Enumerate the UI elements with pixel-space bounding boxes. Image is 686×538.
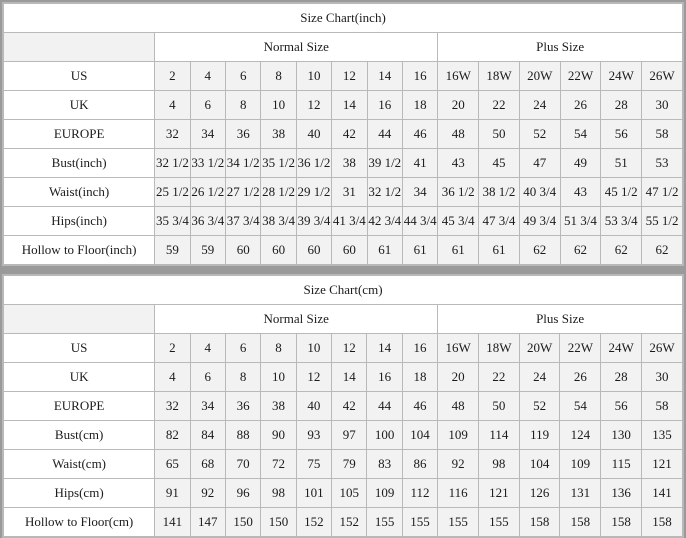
table-cell: 44	[367, 120, 402, 149]
table-cell: 6	[226, 62, 261, 91]
row-label: EUROPE	[4, 392, 155, 421]
table-cell: 56	[601, 120, 642, 149]
table-cell: 10	[296, 334, 331, 363]
table-cell: 16	[402, 62, 437, 91]
table-cell: 37 3/4	[226, 207, 261, 236]
table-cell: 59	[155, 236, 190, 265]
table-cell: 30	[642, 91, 683, 120]
table-cell: 114	[478, 421, 519, 450]
table-cell: 20	[438, 363, 479, 392]
table-cell: 50	[478, 392, 519, 421]
table-cell: 2	[155, 334, 190, 363]
table-cell: 115	[601, 450, 642, 479]
table-row	[4, 392, 683, 421]
table-cell: 49 3/4	[519, 207, 560, 236]
table-cell: 109	[367, 479, 402, 508]
table-row	[4, 363, 683, 392]
table-cell: 96	[225, 479, 260, 508]
group-header-normal-size: Normal Size	[155, 305, 438, 334]
group-header-row	[4, 33, 683, 62]
table-cell: 152	[332, 508, 367, 537]
table-cell: 35 3/4	[155, 207, 190, 236]
table-row	[4, 421, 683, 450]
table-cell: 158	[601, 508, 642, 537]
table-cell: 126	[519, 479, 560, 508]
table-cell: 50	[479, 120, 520, 149]
table-cell: 10	[261, 91, 296, 120]
table-cell: 34	[190, 120, 225, 149]
table-cell: 6	[225, 334, 260, 363]
table-cell: 116	[438, 479, 479, 508]
table-cell: 40 3/4	[519, 178, 560, 207]
table-cell: 26 1/2	[190, 178, 225, 207]
table-row	[4, 149, 683, 178]
table-cell: 147	[190, 508, 225, 537]
size-chart-table	[3, 275, 683, 537]
table-cell: 8	[261, 334, 296, 363]
table-cell: 61	[438, 236, 479, 265]
table-cell: 131	[560, 479, 601, 508]
row-label: Bust(inch)	[4, 149, 155, 178]
table-cell: 4	[155, 91, 190, 120]
table-cell: 47 3/4	[479, 207, 520, 236]
row-label: Waist(inch)	[4, 178, 155, 207]
table-cell: 65	[155, 450, 190, 479]
table-row	[4, 508, 683, 537]
table-cell: 16	[402, 334, 437, 363]
table-cell: 43	[560, 178, 601, 207]
table-cell: 141	[641, 479, 682, 508]
table-cell: 60	[226, 236, 261, 265]
table-cell: 26W	[642, 62, 683, 91]
row-label: Hollow to Floor(inch)	[4, 236, 155, 265]
table-cell: 83	[367, 450, 402, 479]
table-cell: 32 1/2	[155, 149, 190, 178]
table-cell: 109	[438, 421, 479, 450]
table-cell: 121	[478, 479, 519, 508]
table-row	[4, 178, 683, 207]
table-cell: 45	[479, 149, 520, 178]
table-cell: 8	[226, 91, 261, 120]
table-cell: 92	[438, 450, 479, 479]
table-cell: 22	[479, 91, 520, 120]
table-cell: 39 3/4	[296, 207, 331, 236]
table-row	[4, 120, 683, 149]
table-cell: 34 1/2	[226, 149, 261, 178]
table-cell: 101	[296, 479, 331, 508]
table-cell: 27 1/2	[226, 178, 261, 207]
table-cell: 47	[519, 149, 560, 178]
table-cell: 16W	[438, 334, 479, 363]
table-cell: 62	[519, 236, 560, 265]
table-cell: 28	[601, 91, 642, 120]
table-cell: 40	[296, 392, 331, 421]
table-cell: 61	[367, 236, 402, 265]
table-cell: 32	[155, 120, 190, 149]
table-row	[4, 479, 683, 508]
table-cell: 4	[155, 363, 190, 392]
table-cell: 41	[402, 149, 437, 178]
table-cell: 54	[560, 392, 601, 421]
table-cell: 12	[296, 363, 331, 392]
table-cell: 155	[478, 508, 519, 537]
table-cell: 75	[296, 450, 331, 479]
table-cell: 42	[332, 392, 367, 421]
table-cell: 24	[519, 91, 560, 120]
table-row	[4, 91, 683, 120]
table-cell: 38 1/2	[479, 178, 520, 207]
table-cell: 14	[367, 334, 402, 363]
table-cell: 91	[155, 479, 190, 508]
size-chart-table	[3, 3, 683, 265]
table-cell: 12	[296, 91, 331, 120]
table-cell: 8	[225, 363, 260, 392]
table-cell: 88	[225, 421, 260, 450]
table-cell: 150	[261, 508, 296, 537]
table-cell: 48	[438, 120, 479, 149]
table-cell: 24W	[601, 334, 642, 363]
table-cell: 124	[560, 421, 601, 450]
table-cell: 104	[519, 450, 560, 479]
table-cell: 135	[641, 421, 682, 450]
table-cell: 20W	[519, 334, 560, 363]
table-cell: 24W	[601, 62, 642, 91]
table-cell: 72	[261, 450, 296, 479]
table-cell: 16	[367, 363, 402, 392]
table-cell: 44	[367, 392, 402, 421]
table-cell: 14	[367, 62, 402, 91]
table-cell: 26	[560, 363, 601, 392]
table-cell: 12	[332, 62, 367, 91]
table-cell: 61	[402, 236, 437, 265]
table-cell: 28	[601, 363, 642, 392]
chart-divider	[0, 266, 686, 272]
table-cell: 36	[225, 392, 260, 421]
table-cell: 18W	[479, 62, 520, 91]
table-cell: 22W	[560, 62, 601, 91]
table-cell: 152	[296, 508, 331, 537]
table-cell: 47 1/2	[642, 178, 683, 207]
table-cell: 40	[296, 120, 331, 149]
table-cell: 100	[367, 421, 402, 450]
table-cell: 112	[402, 479, 437, 508]
table-cell: 39 1/2	[367, 149, 402, 178]
table-cell: 36 3/4	[190, 207, 225, 236]
table-cell: 22W	[560, 334, 601, 363]
row-label: Bust(cm)	[4, 421, 155, 450]
table-cell: 26	[560, 91, 601, 120]
table-cell: 46	[402, 392, 437, 421]
table-cell: 14	[332, 91, 367, 120]
table-cell: 6	[190, 363, 225, 392]
table-cell: 51	[601, 149, 642, 178]
chart-title-row	[4, 276, 683, 305]
table-cell: 41 3/4	[332, 207, 367, 236]
table-cell: 16W	[438, 62, 479, 91]
size-chart-inch	[2, 2, 684, 266]
table-row	[4, 236, 683, 265]
table-cell: 60	[261, 236, 296, 265]
table-cell: 58	[641, 392, 682, 421]
table-cell: 2	[155, 62, 190, 91]
table-cell: 155	[367, 508, 402, 537]
table-cell: 82	[155, 421, 190, 450]
table-cell: 158	[519, 508, 560, 537]
table-cell: 28 1/2	[261, 178, 296, 207]
table-cell: 18	[402, 363, 437, 392]
table-cell: 20W	[519, 62, 560, 91]
table-cell: 109	[560, 450, 601, 479]
table-cell: 18	[402, 91, 437, 120]
table-cell: 60	[332, 236, 367, 265]
table-cell: 158	[641, 508, 682, 537]
table-cell: 42 3/4	[367, 207, 402, 236]
table-cell: 38 3/4	[261, 207, 296, 236]
table-cell: 54	[560, 120, 601, 149]
group-header-row	[4, 305, 683, 334]
table-row	[4, 207, 683, 236]
table-cell: 158	[560, 508, 601, 537]
table-cell: 32 1/2	[367, 178, 402, 207]
group-header-normal-size: Normal Size	[155, 33, 438, 62]
table-cell: 35 1/2	[261, 149, 296, 178]
table-cell: 59	[190, 236, 225, 265]
table-cell: 98	[478, 450, 519, 479]
table-cell: 61	[479, 236, 520, 265]
table-cell: 53	[642, 149, 683, 178]
table-row	[4, 62, 683, 91]
row-label: Hips(inch)	[4, 207, 155, 236]
group-header-plus-size: Plus Size	[438, 305, 683, 334]
table-cell: 38	[332, 149, 367, 178]
table-cell: 31	[332, 178, 367, 207]
table-row	[4, 450, 683, 479]
row-label: UK	[4, 91, 155, 120]
size-chart-cm	[2, 274, 684, 538]
chart-title-row	[4, 4, 683, 33]
table-cell: 25 1/2	[155, 178, 190, 207]
table-row	[4, 334, 683, 363]
table-cell: 130	[601, 421, 642, 450]
table-cell: 62	[642, 236, 683, 265]
table-cell: 104	[402, 421, 437, 450]
table-cell: 58	[642, 120, 683, 149]
table-cell: 24	[519, 363, 560, 392]
table-cell: 38	[261, 120, 296, 149]
table-cell: 62	[601, 236, 642, 265]
table-cell: 155	[402, 508, 437, 537]
table-cell: 79	[332, 450, 367, 479]
table-cell: 34	[190, 392, 225, 421]
table-cell: 136	[601, 479, 642, 508]
table-cell: 119	[519, 421, 560, 450]
chart-title: Size Chart(cm)	[4, 276, 683, 305]
table-cell: 4	[190, 62, 225, 91]
table-cell: 98	[261, 479, 296, 508]
table-cell: 68	[190, 450, 225, 479]
table-cell: 33 1/2	[190, 149, 225, 178]
table-cell: 97	[332, 421, 367, 450]
table-cell: 18W	[478, 334, 519, 363]
size-charts-container	[0, 2, 686, 538]
table-cell: 43	[438, 149, 479, 178]
row-label: US	[4, 62, 155, 91]
table-cell: 70	[225, 450, 260, 479]
table-cell: 10	[261, 363, 296, 392]
table-cell: 52	[519, 120, 560, 149]
table-cell: 92	[190, 479, 225, 508]
group-header-spacer	[4, 305, 155, 334]
table-cell: 16	[367, 91, 402, 120]
table-cell: 150	[225, 508, 260, 537]
table-cell: 12	[332, 334, 367, 363]
table-cell: 14	[332, 363, 367, 392]
row-label: Waist(cm)	[4, 450, 155, 479]
table-cell: 34	[402, 178, 437, 207]
table-cell: 53 3/4	[601, 207, 642, 236]
table-cell: 8	[261, 62, 296, 91]
table-cell: 90	[261, 421, 296, 450]
table-cell: 6	[190, 91, 225, 120]
table-cell: 105	[332, 479, 367, 508]
table-cell: 45 1/2	[601, 178, 642, 207]
table-cell: 121	[641, 450, 682, 479]
row-label: Hips(cm)	[4, 479, 155, 508]
row-label: US	[4, 334, 155, 363]
table-cell: 46	[402, 120, 437, 149]
table-cell: 42	[332, 120, 367, 149]
table-cell: 32	[155, 392, 190, 421]
table-cell: 44 3/4	[402, 207, 437, 236]
table-cell: 20	[438, 91, 479, 120]
table-cell: 56	[601, 392, 642, 421]
table-cell: 36 1/2	[296, 149, 331, 178]
table-cell: 30	[641, 363, 682, 392]
table-cell: 4	[190, 334, 225, 363]
group-header-plus-size: Plus Size	[438, 33, 683, 62]
table-cell: 84	[190, 421, 225, 450]
table-cell: 26W	[641, 334, 682, 363]
table-cell: 49	[560, 149, 601, 178]
table-cell: 22	[478, 363, 519, 392]
table-cell: 60	[296, 236, 331, 265]
table-cell: 86	[402, 450, 437, 479]
table-cell: 45 3/4	[438, 207, 479, 236]
row-label: EUROPE	[4, 120, 155, 149]
table-cell: 93	[296, 421, 331, 450]
table-cell: 36	[226, 120, 261, 149]
table-cell: 48	[438, 392, 479, 421]
table-cell: 51 3/4	[560, 207, 601, 236]
row-label: UK	[4, 363, 155, 392]
chart-title: Size Chart(inch)	[4, 4, 683, 33]
group-header-spacer	[4, 33, 155, 62]
table-cell: 155	[438, 508, 479, 537]
table-cell: 36 1/2	[438, 178, 479, 207]
table-cell: 52	[519, 392, 560, 421]
table-cell: 10	[296, 62, 331, 91]
table-cell: 38	[261, 392, 296, 421]
table-cell: 141	[155, 508, 190, 537]
row-label: Hollow to Floor(cm)	[4, 508, 155, 537]
table-cell: 55 1/2	[642, 207, 683, 236]
table-cell: 29 1/2	[296, 178, 331, 207]
table-cell: 62	[560, 236, 601, 265]
